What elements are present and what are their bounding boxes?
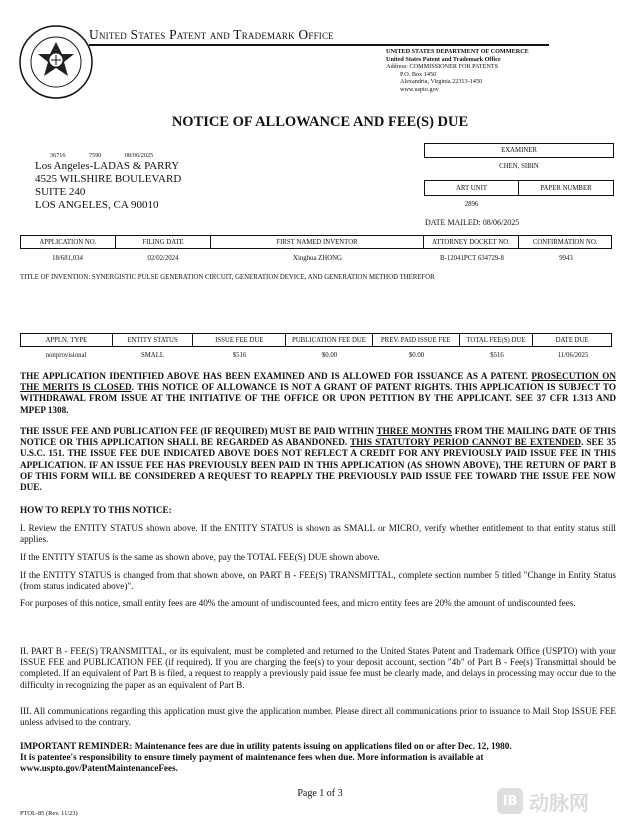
issue-fee-paragraph — [20, 426, 616, 493]
art-unit-value: 2896 — [464, 201, 479, 208]
section-1-para-4: For purposes of this notice, small entity fees are 40% the amount of undiscounted fees, and micro entity fees are 20% the amount of undiscounted fees. — [20, 598, 576, 608]
application-table-row — [20, 255, 612, 262]
page-number: Page 1 of 3 — [297, 788, 343, 799]
first-inventor: Xinghua ZHONG — [293, 255, 342, 262]
col-confirmation-no: CONFIRMATION NO. — [532, 238, 598, 246]
entity-status: SMALL — [140, 352, 165, 359]
section-2: II. PART B - FEE(S) TRANSMITTAL, or its equivalent, must be completed and returned to the United States Patent and Trademark Office (USPTO) with your ISSUE FEE and PUBLICATION FEE (if required). If you are charging the fee(s) to your deposit account, section "4b" of Part B - Fee(s) Transmittal should be completed. If an equivalent of Part B is filed, a request to reapply a previously paid issue fee must be clearly made, and delays in processing may occur due to the difficulty in recognizing the paper as an equivalent of Part B. — [20, 646, 616, 690]
section-1-para-2: If the ENTITY STATUS is the same as shown above, pay the TOTAL FEE(S) DUE shown above. — [20, 552, 380, 562]
col-filing-date: FILING DATE — [116, 236, 212, 248]
dept-line-2: United States Patent and Trademark Office — [386, 55, 501, 63]
prev-paid-issue-fee: $0.00 — [408, 352, 425, 359]
page-title: NOTICE OF ALLOWANCE AND FEE(S) DUE — [171, 114, 469, 130]
address-date: 08/06/2025 — [124, 152, 154, 159]
examiner-name: CHEN, SIBIN — [499, 163, 539, 170]
col-date-due: DATE DUE — [555, 336, 589, 344]
dept-line-5: Alexandria, Virginia 22313-1450 — [400, 78, 483, 86]
section-1-para-3: If the ENTITY STATUS is changed from that shown above, on PART B - FEE(S) TRANSMITTAL, complete section number 5 titled "Change in Entity Status (from status indicated above)". — [20, 570, 616, 592]
form-number: PTOL-85 (Rev. 11/23) — [20, 810, 78, 817]
customer-number: 36716 — [50, 152, 66, 159]
address-line-1: Los Angeles-LADAS & PARRY — [35, 160, 180, 172]
header-rule — [89, 44, 549, 46]
allowance-text-c: . THIS NOTICE OF ALLOWANCE IS NOT A GRANT OF PATENT RIGHTS. THIS APPLICATION IS SUBJECT TO WITHDRAWAL FROM ISSUE AT THE INITIATIVE OF THE OFFICE OR UPON PETITION BY THE APPLICANT. SEE 37 CFR 1.313 AND MPEP 1308. — [20, 382, 616, 415]
watermark-badge-icon: IB — [497, 788, 523, 814]
col-attorney-docket: ATTORNEY DOCKET NO. — [424, 236, 520, 248]
publication-fee-due: $0.00 — [321, 352, 338, 359]
fee-text-c: FROM THE MAILING DATE OF THIS NOTICE OR THIS APPLICATION SHALL BE REGARDED AS ABANDONED. — [20, 426, 616, 448]
address-line-3: SUITE 240 — [35, 186, 86, 198]
appln-type: nonprovisional — [45, 352, 87, 359]
three-months: THREE MONTHS — [376, 426, 453, 436]
dept-line-4: P.O. Box 1450 — [400, 70, 437, 78]
form-code: 7590 — [89, 152, 102, 159]
how-to-reply-heading: HOW TO REPLY TO THIS NOTICE: — [20, 505, 172, 515]
col-total-fees: TOTAL FEE(S) DUE — [460, 334, 534, 346]
dept-line-1: UNITED STATES DEPARTMENT OF COMMERCE — [386, 48, 529, 55]
col-entity-status: ENTITY STATUS — [113, 334, 194, 346]
department-address — [386, 48, 529, 94]
date-mailed: DATE MAILED: 08/06/2025 — [425, 218, 520, 227]
reminder-line-2: It is patentee's responsibility to ensure timely payment of maintenance fees when due. More information is available at — [20, 752, 484, 763]
agency-name: United States Patent and Trademark Office — [89, 27, 334, 42]
examiner-label: EXAMINER — [424, 143, 614, 158]
date-due: 11/06/2025 — [557, 352, 589, 359]
watermark — [497, 785, 627, 817]
address-codes — [50, 152, 175, 159]
application-table-header — [20, 235, 612, 249]
allowance-paragraph — [20, 371, 616, 416]
col-prev-paid: PREV. PAID ISSUE FEE — [373, 334, 460, 346]
fee-table-header — [20, 333, 612, 347]
section-3: III. All communications regarding this application must give the application number. Please direct all communications prior to issuance to Mail Stop ISSUE FEE unless advised to the contrary. — [20, 706, 616, 728]
watermark-text: 动脉网 — [529, 790, 589, 815]
confirmation-no: 9943 — [559, 255, 573, 262]
paper-number-label: PAPER NUMBER — [519, 180, 614, 196]
allowance-text-a: THE APPLICATION IDENTIFIED ABOVE HAS BEEN EXAMINED AND IS ALLOWED FOR ISSUANCE AS A PATENT. — [20, 371, 528, 381]
total-fees-due: $516 — [490, 352, 504, 359]
filing-date: 02/02/2024 — [147, 255, 179, 262]
fee-text-e: . SEE 35 U.S.C. 151. THE ISSUE FEE DUE INDICATED ABOVE DOES NOT REFLECT A CREDIT FOR ANY PREVIOUSLY PAID ISSUE FEE IN THIS APPLICATION. IF AN ISSUE FEE HAS PREVIOUSLY BEEN PAID IN THIS APPLICATION (AS SHOWN ABOVE), THE RETURN OF PART B OF THIS FORM WILL BE CONSIDERED A REQUEST TO REAPPLY THE PREVIOUSLY PAID ISSUE FEE TOWARD THE ISSUE FEE NOW DUE. — [20, 437, 616, 493]
application-no: 18/681,034 — [52, 255, 83, 262]
dept-line-3: Address: COMMISSIONER FOR PATENTS — [386, 63, 499, 71]
address-line-2: 4525 WILSHIRE BOULEVARD — [35, 173, 182, 185]
issue-fee-due: $516 — [232, 352, 247, 359]
col-publication-fee: PUBLICATION FEE DUE — [286, 334, 373, 346]
fee-text-a: THE ISSUE FEE AND PUBLICATION FEE (IF REQUIRED) MUST BE PAID WITHIN — [20, 426, 377, 436]
col-application-no: APPLICATION NO. — [21, 236, 116, 248]
col-first-inventor: FIRST NAMED INVENTOR — [211, 236, 423, 248]
correspondence-address — [35, 160, 181, 212]
col-appln-type: APPLN. TYPE — [21, 334, 113, 346]
address-line-4: LOS ANGELES, CA 90010 — [35, 199, 159, 211]
statutory-period: THIS STATUTORY PERIOD CANNOT BE EXTENDED — [350, 437, 582, 448]
dept-line-6: www.uspto.gov — [400, 85, 439, 93]
uspto-seal — [18, 24, 94, 100]
reminder-line-1: IMPORTANT REMINDER: Maintenance fees are due in utility patents issuing on applications filed on or after Dec. 12, 1980. — [20, 741, 512, 751]
reminder-link[interactable]: www.uspto.gov/PatentMaintenanceFees. — [20, 763, 178, 774]
col-issue-fee: ISSUE FEE DUE — [193, 334, 286, 346]
section-1-para-1: I. Review the ENTITY STATUS shown above. If the ENTITY STATUS is shown as SMALL or MICRO, verify whether entitlement to that entity status still applies. — [20, 523, 616, 545]
fee-table-row — [20, 352, 612, 359]
art-unit-label: ART UNIT — [424, 180, 519, 196]
title-of-invention: TITLE OF INVENTION: SYNERGISTIC PULSE GENERATION CIRCUIT, GENERATION DEVICE, AND GENERATION METHOD THEREFOR — [20, 274, 435, 281]
attorney-docket: B-12041PCT 634729-8 — [440, 255, 504, 262]
maintenance-reminder — [20, 741, 616, 775]
prosecution-closed: PROSECUTION ON THE MERITS IS CLOSED — [20, 371, 617, 393]
